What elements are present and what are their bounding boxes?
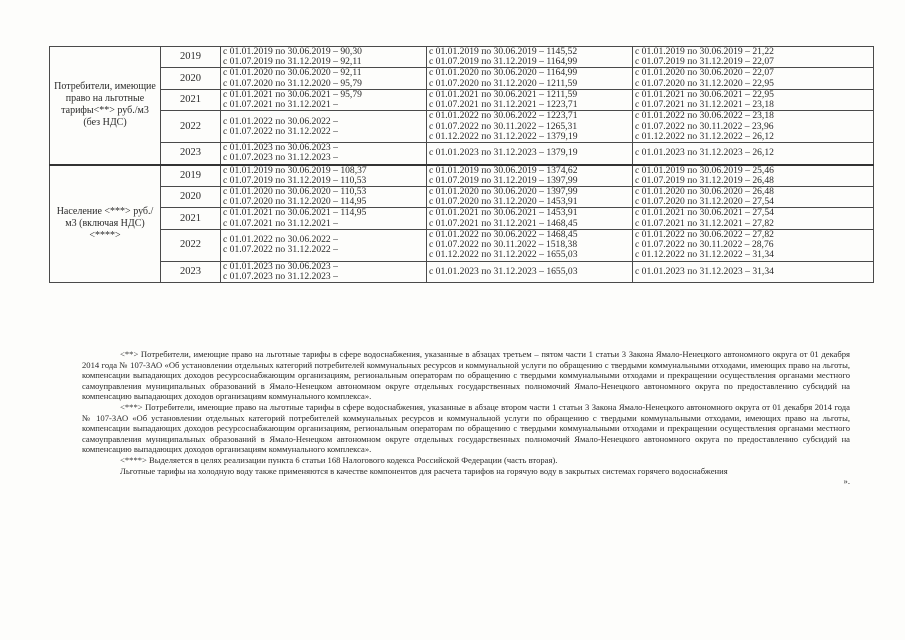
table-row xyxy=(50,143,874,165)
tariff-cell-col2: с 01.01.2022 по 30.06.2022 – 1223,71 с 01.07.2022 по 30.11.2022 – 1265,31 с 01.12.2022 по 31.12.2022 – 1379,19 xyxy=(427,111,633,143)
tariff-cell-col3: с 01.01.2021 по 30.06.2021 – 22,95 с 01.07.2021 по 31.12.2021 – 23,18 xyxy=(633,89,874,110)
tariff-cell-col3: с 01.01.2023 по 31.12.2023 – 26,12 xyxy=(633,143,874,165)
tariff-cell-col1: с 01.01.2019 по 30.06.2019 – 108,37 с 01.07.2019 по 31.12.2019 – 110,53 xyxy=(221,165,427,187)
table-row xyxy=(50,261,874,282)
year-cell: 2020 xyxy=(161,68,221,89)
footnote-triple-star: <***> Потребители, имеющие право на льготные тарифы в сфере водоснабжения, указанные в абзаце втором части 1 статьи 3 Закона Ямало-Ненецкого автономного округа от 01 декабря 2014 года № 107-ЗАО «Об установлении отдельных категорий потребителей коммунальных ресурсов и коммунальной услуги по обращению с твердыми коммунальными отходами, имеющих право на льготы, компенсации выпадающих доходов ресурсоснабжающим организациям, региональным операторам по обращению с твердыми коммунальными отходами и прекращении осуществления органами местного самоуправления муниципальных образований в Ямало-Ненецком автономном округе отдельных государственных полномочий Ямало-Ненецкого автономного округа по предоставлению субсидий на компенсацию выпадающих доходов организациям коммунального комплекса». xyxy=(82,401,850,455)
table-row xyxy=(50,165,874,187)
table-row xyxy=(50,208,874,229)
tariff-cell-col1: с 01.01.2022 по 30.06.2022 – с 01.07.2022 по 31.12.2022 – xyxy=(221,229,427,261)
tariff-cell-col1: с 01.01.2022 по 30.06.2022 – с 01.07.2022 по 31.12.2022 – xyxy=(221,111,427,143)
tariff-table xyxy=(49,46,874,283)
tariff-cell-col3: с 01.01.2020 по 30.06.2020 – 26,48 с 01.07.2020 по 31.12.2020 – 27,54 xyxy=(633,187,874,208)
tariff-cell-col3: с 01.01.2020 по 30.06.2020 – 22,07 с 01.07.2020 по 31.12.2020 – 22,95 xyxy=(633,68,874,89)
tariff-cell-col1: с 01.01.2021 по 30.06.2021 – 114,95 с 01.07.2021 по 31.12.2021 – xyxy=(221,208,427,229)
table-row xyxy=(50,111,874,143)
tariff-cell-col2: с 01.01.2021 по 30.06.2021 – 1211,59 с 01.07.2021 по 31.12.2021 – 1223,71 xyxy=(427,89,633,110)
year-cell: 2019 xyxy=(161,47,221,68)
year-cell: 2023 xyxy=(161,261,221,282)
footnote-quad-star: <****> Выделяется в целях реализации пункта 6 статьи 168 Налогового кодекса Российской Федерации (часть вторая). xyxy=(120,454,558,465)
tariff-cell-col2: с 01.01.2023 по 31.12.2023 – 1379,19 xyxy=(427,143,633,165)
tariff-cell-col3: с 01.01.2019 по 30.06.2019 – 25,46 с 01.07.2019 по 31.12.2019 – 26,48 xyxy=(633,165,874,187)
consumer-category-label: Население <***> руб./м3 (включая НДС) <****> xyxy=(50,165,161,283)
table-row xyxy=(50,68,874,89)
tariff-cell-col2: с 01.01.2019 по 30.06.2019 – 1374,62 с 01.07.2019 по 31.12.2019 – 1397,99 xyxy=(427,165,633,187)
year-cell: 2022 xyxy=(161,111,221,143)
table-row xyxy=(50,47,874,68)
year-cell: 2019 xyxy=(161,165,221,187)
tariff-cell-col3: с 01.01.2021 по 30.06.2021 – 27,54 с 01.07.2021 по 31.12.2021 – 27,82 xyxy=(633,208,874,229)
tariff-cell-col1: с 01.01.2019 по 30.06.2019 – 90,30 с 01.07.2019 по 31.12.2019 – 92,11 xyxy=(221,47,427,68)
tariff-cell-col2: с 01.01.2020 по 30.06.2020 – 1164,99 с 01.07.2020 по 31.12.2020 – 1211,59 xyxy=(427,68,633,89)
year-cell: 2021 xyxy=(161,208,221,229)
year-cell: 2023 xyxy=(161,143,221,165)
tariff-cell-col3: с 01.01.2023 по 31.12.2023 – 31,34 xyxy=(633,261,874,282)
closing-quote: ». xyxy=(843,476,850,487)
footnote-double-star: <**> Потребители, имеющие право на льготные тарифы в сфере водоснабжения, указанные в абзацах третьем – пятом части 1 статьи 3 Закона Ямало-Ненецкого автономного округа от 01 декабря 2014 года № 107-ЗАО «Об установлении отдельных категорий потребителей коммунальных ресурсов и коммунальной услуги по обращению с твердыми коммунальными отходами, имеющих право на льготы, компенсации выпадающих доходов ресурсоснабжающим организациям, региональным операторам по обращению с твердыми коммунальными отходами и прекращении осуществления органами местного самоуправления муниципальных образований в Ямало-Ненецком автономном округе отдельных государственных полномочий Ямало-Ненецкого автономного округа по предоставлению субсидий на компенсацию выпадающих доходов организациям коммунального комплекса». xyxy=(82,349,850,402)
tariff-cell-col1: с 01.01.2020 по 30.06.2020 – 92,11 с 01.07.2020 по 31.12.2020 – 95,79 xyxy=(221,68,427,89)
tariff-cell-col1: с 01.01.2023 по 30.06.2023 – с 01.07.2023 по 31.12.2023 – xyxy=(221,261,427,282)
table-row xyxy=(50,187,874,208)
tariff-cell-col1: с 01.01.2021 по 30.06.2021 – 95,79 с 01.07.2021 по 31.12.2021 – xyxy=(221,89,427,110)
footnote-hot-water: Льготные тарифы на холодную воду также применяются в качестве компонентов для расчета тарифов на горячую воду в закрытых системах горячего водоснабжения xyxy=(120,465,728,476)
tariff-cell-col2: с 01.01.2020 по 30.06.2020 – 1397,99 с 01.07.2020 по 31.12.2020 – 1453,91 xyxy=(427,187,633,208)
year-cell: 2020 xyxy=(161,187,221,208)
tariff-cell-col3: с 01.01.2022 по 30.06.2022 – 23,18 с 01.07.2022 по 30.11.2022 – 23,96 с 01.12.2022 по 31.12.2022 – 26,12 xyxy=(633,111,874,143)
footnotes xyxy=(82,349,850,487)
year-cell: 2022 xyxy=(161,229,221,261)
tariff-cell-col2: с 01.01.2021 по 30.06.2021 – 1453,91 с 01.07.2021 по 31.12.2021 – 1468,45 xyxy=(427,208,633,229)
tariff-cell-col1: с 01.01.2020 по 30.06.2020 – 110,53 с 01.07.2020 по 31.12.2020 – 114,95 xyxy=(221,187,427,208)
tariff-cell-col2: с 01.01.2023 по 31.12.2023 – 1655,03 xyxy=(427,261,633,282)
table-row xyxy=(50,89,874,110)
tariff-cell-col3: с 01.01.2019 по 30.06.2019 – 21,22 с 01.07.2019 по 31.12.2019 – 22,07 xyxy=(633,47,874,68)
tariff-cell-col2: с 01.01.2022 по 30.06.2022 – 1468,45 с 01.07.2022 по 30.11.2022 – 1518,38 с 01.12.2022 по 31.12.2022 – 1655,03 xyxy=(427,229,633,261)
tariff-cell-col1: с 01.01.2023 по 30.06.2023 – с 01.07.2023 по 31.12.2023 – xyxy=(221,143,427,165)
consumer-category-label: Потребители, имеющие право на льготные тарифы<**> руб./м3 (без НДС) xyxy=(50,47,161,165)
closing-line xyxy=(82,476,850,487)
tariff-cell-col2: с 01.01.2019 по 30.06.2019 – 1145,52 с 01.07.2019 по 31.12.2019 – 1164,99 xyxy=(427,47,633,68)
tariff-cell-col3: с 01.01.2022 по 30.06.2022 – 27,82 с 01.07.2022 по 30.11.2022 – 28,76 с 01.12.2022 по 31.12.2022 – 31,34 xyxy=(633,229,874,261)
table-row xyxy=(50,229,874,261)
year-cell: 2021 xyxy=(161,89,221,110)
